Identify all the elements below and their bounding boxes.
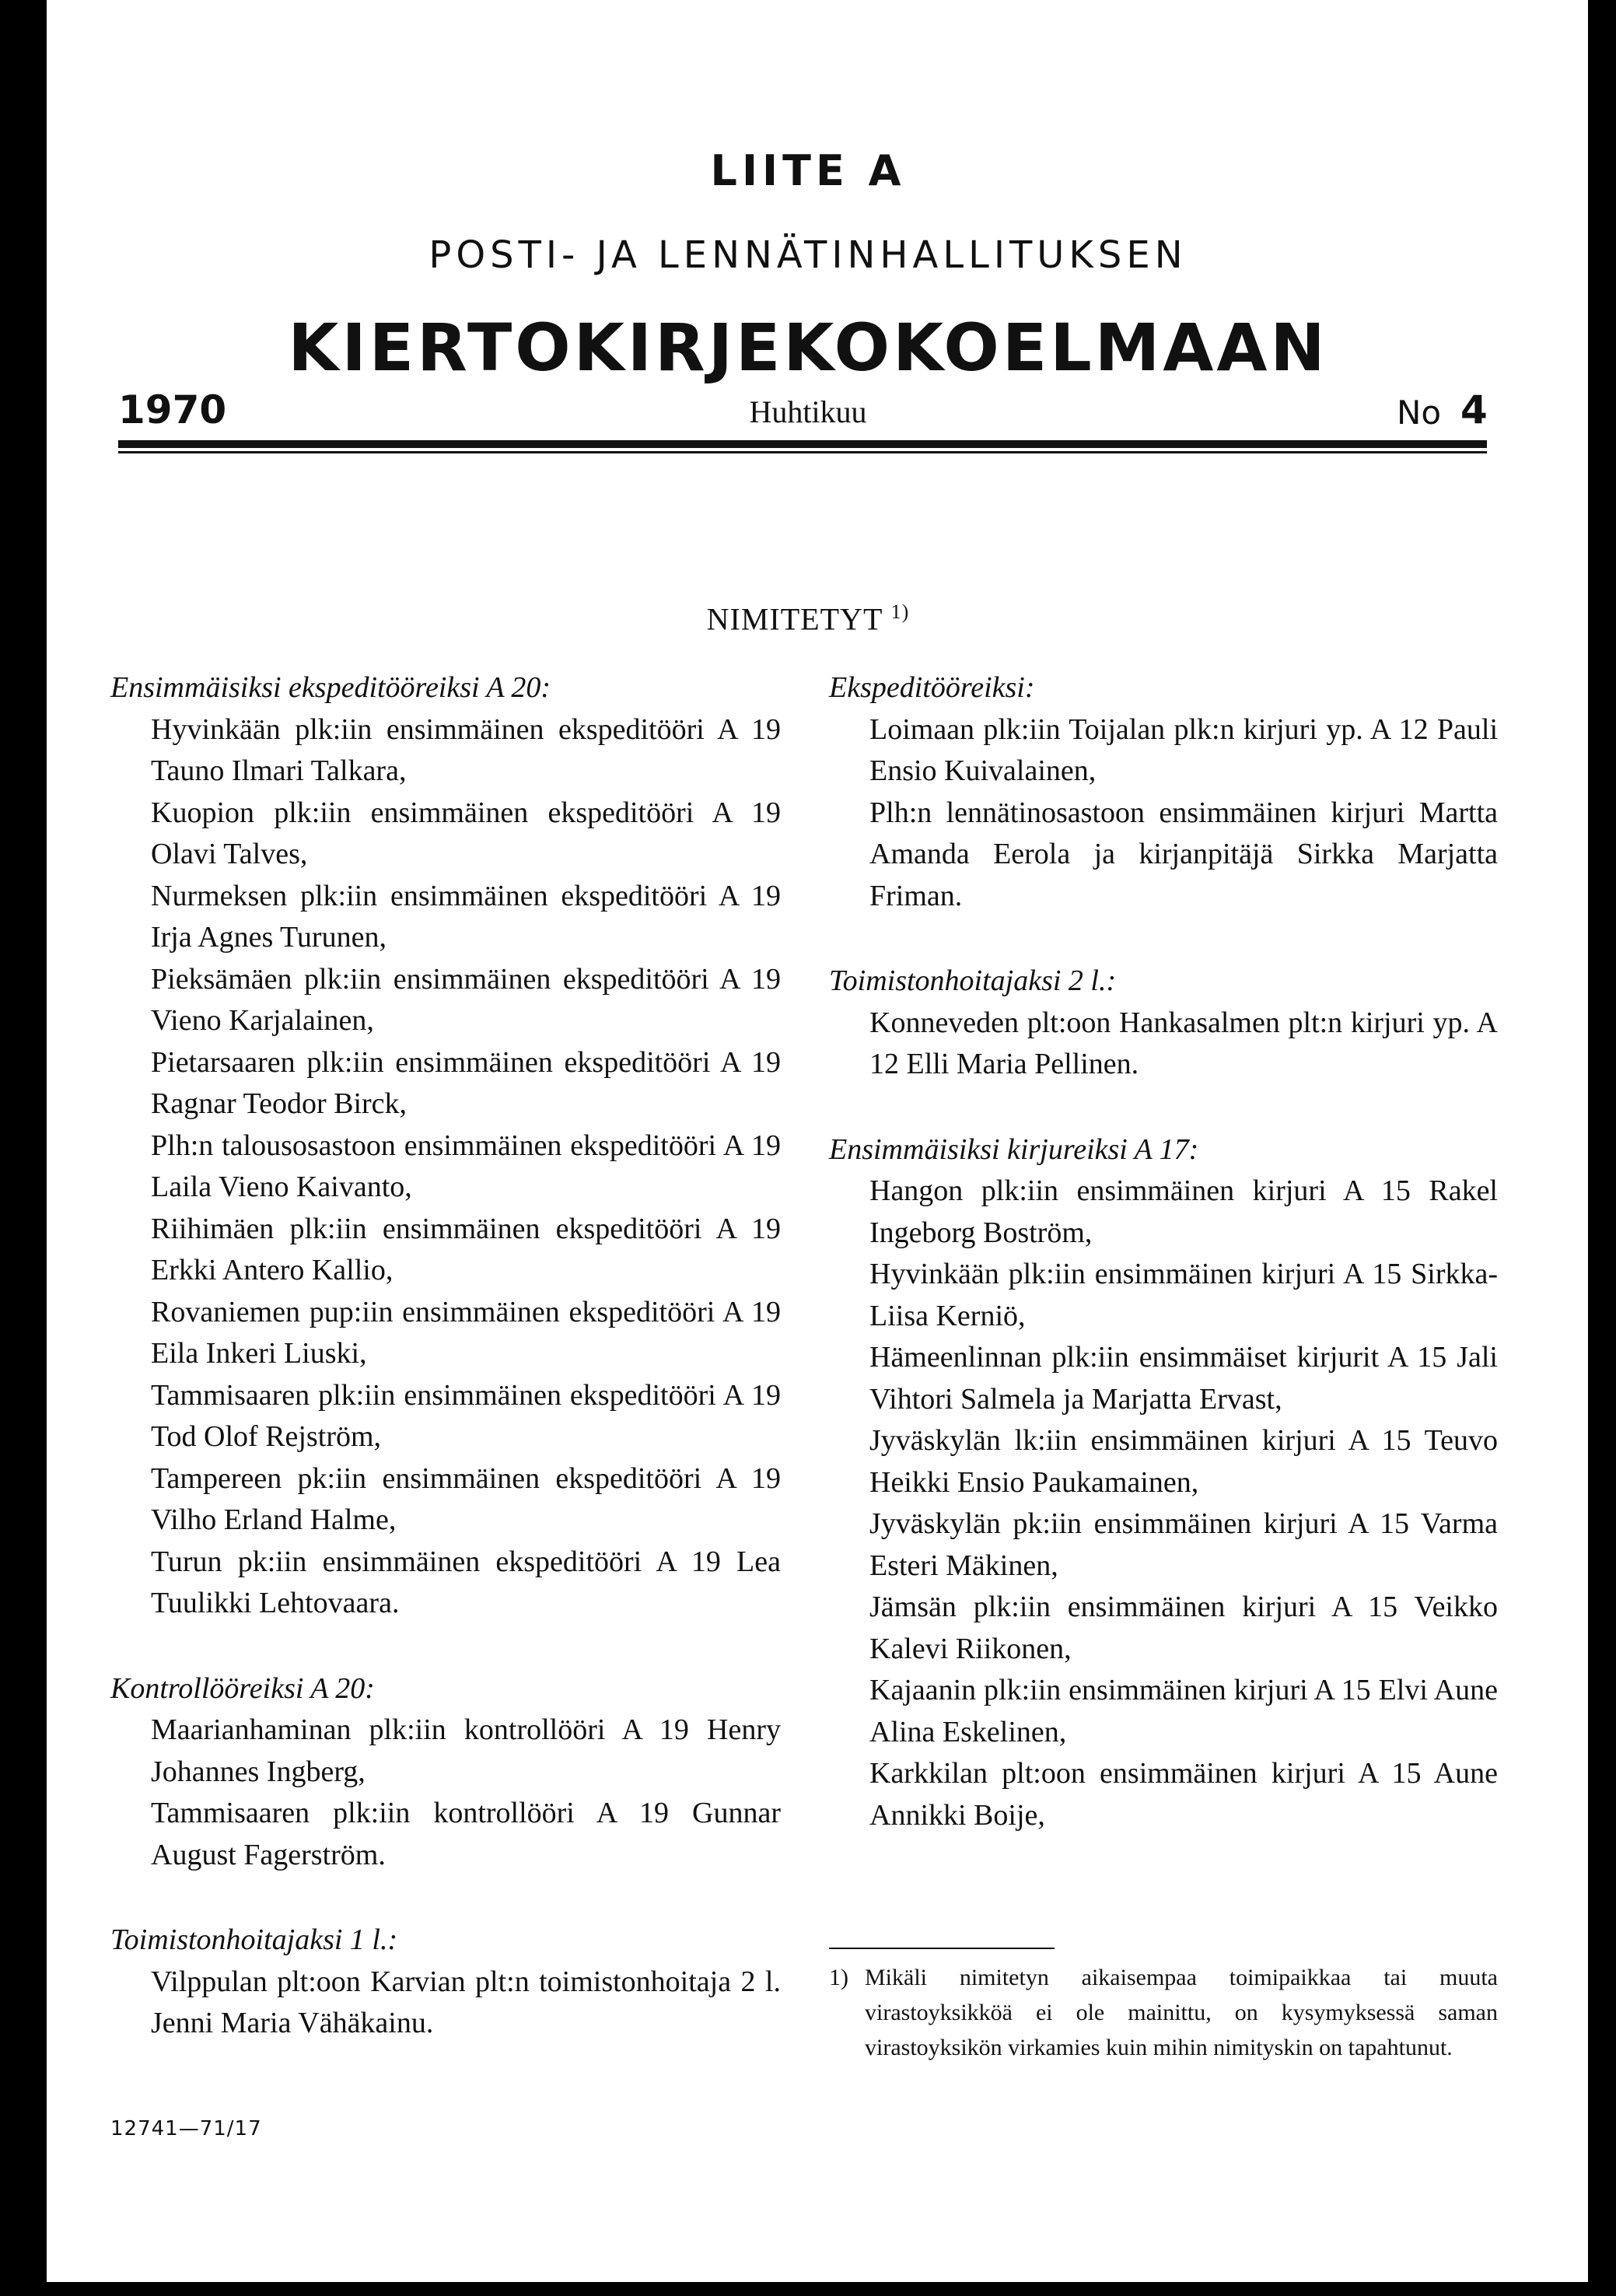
appointment-entry: Hyvinkään plk:iin ensimmäinen kirjuri A 15 Sirkka-Liisa Kerniö, xyxy=(869,1258,1498,1332)
appointment-entry: Tampereen pk:iin ensimmäinen ekspeditööri A 19 Vilho Erland Halme, xyxy=(151,1461,781,1536)
footnote-text: Mikäli nimitetyn aikaisempaa toimipaikkaa tai muuta virastoyksikköä ei ole mainittu, on kysymyksessä saman virastoyksikön virkamies kuin mihin nimityskin on tapahtunut. xyxy=(865,1965,1498,2060)
spacer xyxy=(829,917,1498,961)
issue-number: 4 xyxy=(1460,387,1488,432)
spacer xyxy=(110,1625,781,1668)
footnote-mark: 1) xyxy=(829,1965,848,1990)
appointment-entry: Kuopion plk:iin ensimmäinen ekspeditööri A 19 Olavi Talves, xyxy=(151,796,781,870)
left-column xyxy=(110,667,781,2045)
footnote-rule xyxy=(829,1948,1055,1949)
right-column xyxy=(829,667,1498,1836)
footnote xyxy=(829,1960,1498,2065)
section-heading: Toimistonhoitajaksi 1 l.: xyxy=(110,1923,398,1956)
appointment-list xyxy=(110,1710,781,1876)
publisher-subtitle: POSTI- JA LENNÄTINHALLITUKSEN xyxy=(428,233,1188,277)
page-title: KIERTOKIRJEKOKOELMAAN xyxy=(288,310,1328,386)
appointment-list xyxy=(829,1171,1498,1836)
appointment-list xyxy=(829,709,1498,918)
appointment-entry: Rovaniemen pup:iin ensimmäinen ekspeditööri A 19 Eila Inkeri Liuski, xyxy=(151,1295,781,1370)
appointment-entry: Hämeenlinnan plk:iin ensimmäiset kirjurit A 15 Jali Vihtori Salmela ja Marjatta Ervast, xyxy=(869,1341,1498,1416)
spacer xyxy=(110,1876,781,1920)
appointment-entry: Loimaan plk:iin Toijalan plk:n kirjuri yp. A 12 Pauli Ensio Kuivalainen, xyxy=(869,712,1498,787)
appointment-entry: Karkkilan plt:oon ensimmäinen kirjuri A 15 Aune Annikki Boije, xyxy=(869,1757,1498,1832)
appointment-entry: Konneveden plt:oon Hankasalmen plt:n kirjuri yp. A 12 Elli Maria Pellinen. xyxy=(869,1006,1498,1080)
appointment-entry: Hyvinkään plk:iin ensimmäinen ekspeditööri A 19 Tauno Ilmari Talkara, xyxy=(151,712,781,787)
appointment-entry: Maarianhaminan plk:iin kontrollööri A 19 Henry Johannes Ingberg, xyxy=(151,1713,781,1788)
section-title-text: NIMITETYT xyxy=(706,601,883,637)
spacer xyxy=(829,1086,1498,1129)
scan-border-bottom xyxy=(0,2282,1616,2296)
appointment-entry: Nurmeksen plk:iin ensimmäinen ekspeditööri A 19 Irja Agnes Turunen, xyxy=(151,879,781,954)
appointment-entry: Tammisaaren plk:iin ensimmäinen ekspeditööri A 19 Tod Olof Rejström, xyxy=(151,1378,781,1453)
appointment-entry: Jyväskylän lk:iin ensimmäinen kirjuri A 15 Teuvo Heikki Ensio Paukamainen, xyxy=(869,1424,1498,1499)
footnote-reference: 1) xyxy=(890,600,910,623)
appointment-entry: Riihimäen plk:iin ensimmäinen ekspeditööri A 19 Erkki Antero Kallio, xyxy=(151,1212,781,1286)
appointment-entry: Jämsän plk:iin ensimmäinen kirjuri A 15 Veikko Kalevi Riikonen, xyxy=(869,1591,1498,1665)
section-heading: Ensimmäisiksi kirjureiksi A 17: xyxy=(829,1132,1199,1166)
appointment-entry: Kajaanin plk:iin ensimmäinen kirjuri A 15 Elvi Aune Alina Eskelinen, xyxy=(869,1674,1498,1748)
appointment-entry: Hangon plk:iin ensimmäinen kirjuri A 15 Rakel Ingeborg Boström, xyxy=(869,1174,1498,1249)
appointment-entry: Pietarsaaren plk:iin ensimmäinen ekspeditööri A 19 Ragnar Teodor Birck, xyxy=(151,1045,781,1120)
section-heading: Kontrollööreiksi A 20: xyxy=(110,1671,375,1705)
section-heading: Toimistonhoitajaksi 2 l.: xyxy=(829,964,1117,997)
appointment-entry: Plh:n talousosastoon ensimmäinen ekspeditööri A 19 Laila Vieno Kaivanto, xyxy=(151,1129,781,1203)
print-code: 12741—71/17 xyxy=(110,2117,262,2140)
section-heading: Ekspeditööreiksi: xyxy=(829,671,1035,704)
appointment-entry: Pieksämäen plk:iin ensimmäinen ekspeditööri A 19 Vieno Karjalainen, xyxy=(151,962,781,1037)
appointment-entry: Tammisaaren plk:iin kontrollööri A 19 Gunnar August Fagerström. xyxy=(151,1797,781,1871)
appendix-label: LIITE A xyxy=(710,146,906,195)
appointment-list xyxy=(110,1962,781,2045)
appointment-entry: Turun pk:iin ensimmäinen ekspeditööri A 19 Lea Tuulikki Lehtovaara. xyxy=(151,1545,781,1619)
appointment-list xyxy=(110,709,781,1625)
appointment-entry: Vilppulan plt:oon Karvian plt:n toimistonhoitaja 2 l. Jenni Maria Vähäkainu. xyxy=(151,1965,781,2039)
appointment-entry: Plh:n lennätinosastoon ensimmäinen kirjuri Martta Amanda Eerola ja kirjanpitäjä Sirkka Marjatta Friman. xyxy=(869,796,1498,912)
header-rule xyxy=(118,440,1487,448)
appointment-list xyxy=(829,1003,1498,1086)
section-title xyxy=(0,600,1616,637)
section-heading: Ensimmäisiksi ekspeditööreiksi A 20: xyxy=(110,671,551,704)
header-rule-thin xyxy=(118,451,1487,453)
issue-year: 1970 xyxy=(118,387,227,432)
issue-month: Huhtikuu xyxy=(749,394,867,429)
issue-number-label: No xyxy=(1397,394,1442,432)
appointment-entry: Jyväskylän pk:iin ensimmäinen kirjuri A 15 Varma Esteri Mäkinen, xyxy=(869,1507,1498,1582)
